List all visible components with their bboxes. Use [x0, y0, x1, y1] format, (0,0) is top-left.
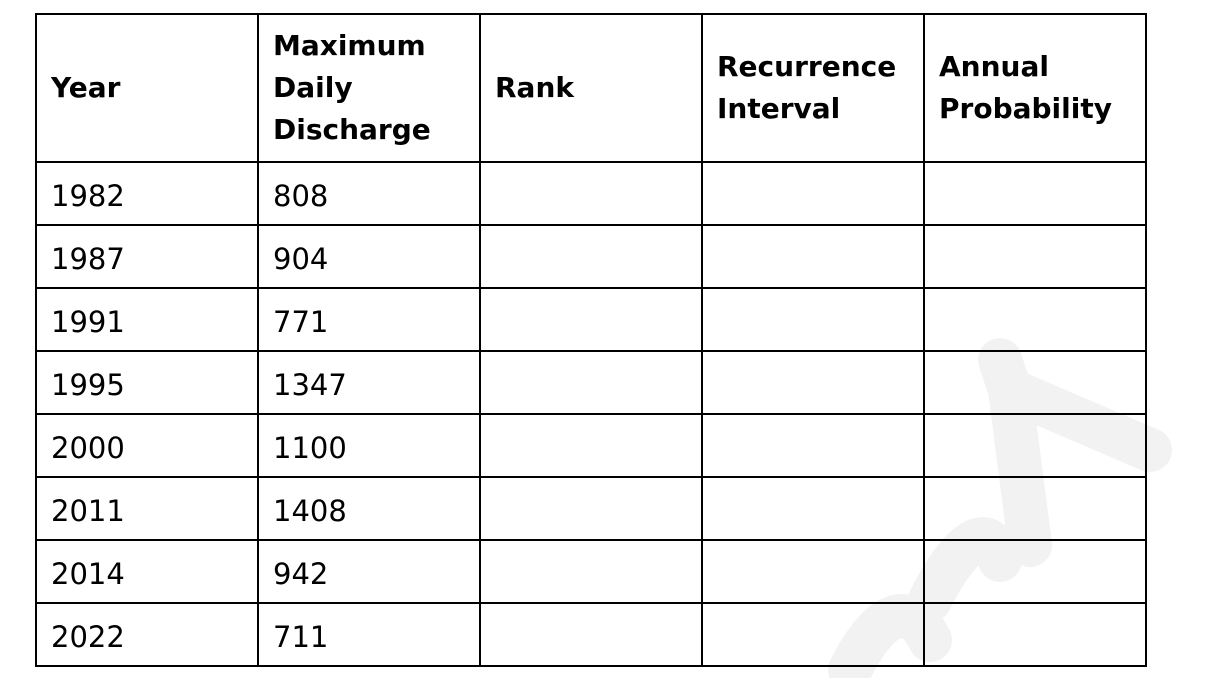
cell-year: 1982 [36, 162, 258, 225]
cell-rank [480, 162, 702, 225]
cell-year: 1987 [36, 225, 258, 288]
cell-recurrence-interval [702, 414, 924, 477]
cell-discharge: 942 [258, 540, 480, 603]
cell-annual-probability [924, 162, 1146, 225]
cell-rank [480, 540, 702, 603]
cell-rank [480, 477, 702, 540]
table-row [36, 288, 1146, 351]
cell-discharge: 1100 [258, 414, 480, 477]
table-row [36, 414, 1146, 477]
header-annual-probability: Annual Probability [924, 14, 1146, 162]
cell-rank [480, 351, 702, 414]
header-row [36, 14, 1146, 162]
cell-annual-probability [924, 288, 1146, 351]
discharge-table [35, 13, 1147, 667]
cell-year: 2022 [36, 603, 258, 666]
cell-year: 1995 [36, 351, 258, 414]
table-row [36, 225, 1146, 288]
cell-annual-probability [924, 414, 1146, 477]
header-rank: Rank [480, 14, 702, 162]
cell-rank [480, 225, 702, 288]
cell-discharge: 1408 [258, 477, 480, 540]
cell-year: 2000 [36, 414, 258, 477]
cell-year: 1991 [36, 288, 258, 351]
cell-annual-probability [924, 540, 1146, 603]
cell-recurrence-interval [702, 540, 924, 603]
table-row [36, 540, 1146, 603]
cell-annual-probability [924, 477, 1146, 540]
cell-recurrence-interval [702, 225, 924, 288]
cell-annual-probability [924, 603, 1146, 666]
cell-rank [480, 414, 702, 477]
header-recurrence-interval: Recurrence Interval [702, 14, 924, 162]
cell-recurrence-interval [702, 477, 924, 540]
cell-recurrence-interval [702, 351, 924, 414]
cell-discharge: 808 [258, 162, 480, 225]
cell-recurrence-interval [702, 288, 924, 351]
table-row [36, 162, 1146, 225]
cell-annual-probability [924, 225, 1146, 288]
cell-discharge: 771 [258, 288, 480, 351]
cell-discharge: 1347 [258, 351, 480, 414]
table-row [36, 351, 1146, 414]
cell-year: 2014 [36, 540, 258, 603]
cell-year: 2011 [36, 477, 258, 540]
cell-rank [480, 288, 702, 351]
cell-discharge: 711 [258, 603, 480, 666]
header-maximum-daily-discharge: Maximum Daily Discharge [258, 14, 480, 162]
cell-annual-probability [924, 351, 1146, 414]
header-year: Year [36, 14, 258, 162]
cell-rank [480, 603, 702, 666]
table-row [36, 477, 1146, 540]
cell-recurrence-interval [702, 603, 924, 666]
table-row [36, 603, 1146, 666]
cell-recurrence-interval [702, 162, 924, 225]
cell-discharge: 904 [258, 225, 480, 288]
